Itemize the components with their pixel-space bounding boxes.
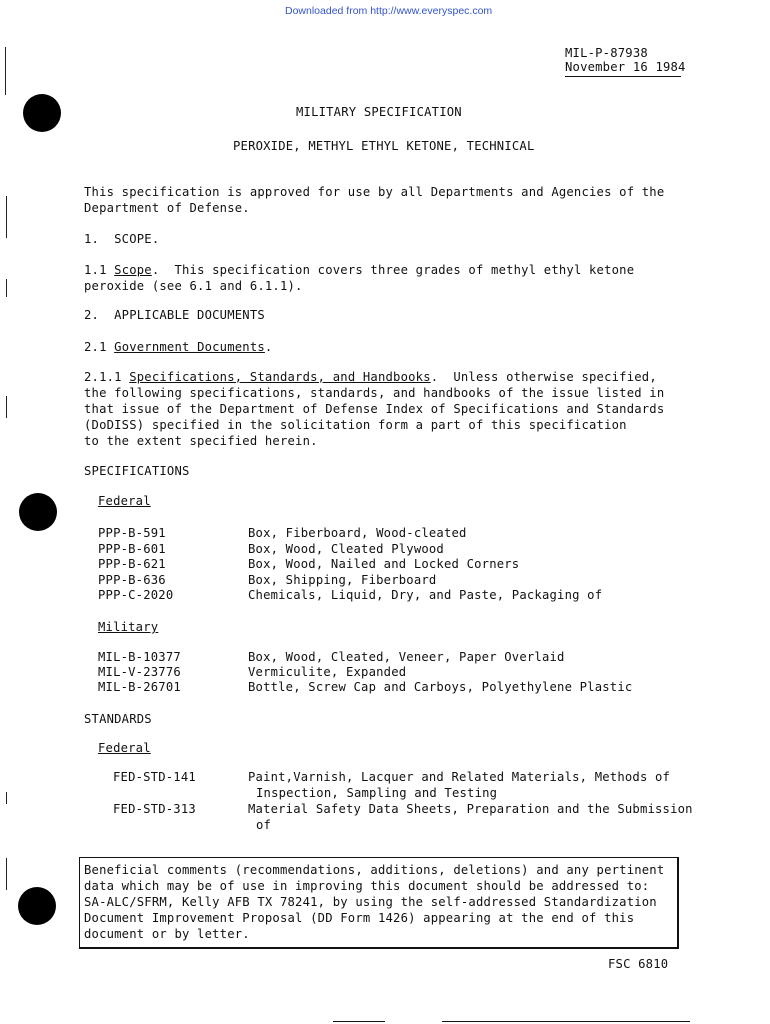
spec-desc: Box, Shipping, Fiberboard xyxy=(248,573,437,587)
standard-code: FED-STD-141 xyxy=(113,770,196,784)
spec-code: MIL-V-23776 xyxy=(98,665,181,679)
spec-desc: Vermiculite, Expanded xyxy=(248,665,407,679)
specifications-heading: SPECIFICATIONS xyxy=(84,464,190,478)
spec-paragraph-line: that issue of the Department of Defense Index of Specifications and Standards xyxy=(84,402,665,416)
doc-date: November 16 1984 xyxy=(565,60,686,74)
standards-heading: STANDARDS xyxy=(84,712,152,726)
margin-mark xyxy=(6,396,7,418)
gov-documents-heading xyxy=(84,340,272,354)
intro-line: Department of Defense. xyxy=(84,201,250,215)
comment-line: Document Improvement Proposal (DD Form 1426) appearing at the end of this xyxy=(84,911,635,925)
spec-line1-rest: . Unless otherwise specified, xyxy=(430,370,657,384)
spec-desc: Box, Wood, Nailed and Locked Corners xyxy=(248,557,520,571)
scope-number: 1.1 xyxy=(84,263,115,277)
standards-federal-label: Federal xyxy=(98,741,151,755)
spec-paragraph-line: the following specifications, standards, and handbooks of the issue listed in xyxy=(84,386,665,400)
fsc-code: FSC 6810 xyxy=(608,957,669,971)
section-scope-heading: 1. SCOPE. xyxy=(84,232,160,246)
doc-id: MIL-P-87938 xyxy=(565,46,648,60)
spec-paragraph xyxy=(84,370,657,384)
scope-label: Scope xyxy=(114,263,152,277)
military-label: Military xyxy=(98,620,159,634)
spec-code: PPP-C-2020 xyxy=(98,588,174,602)
spec-desc: Box, Wood, Cleated Plywood xyxy=(248,542,444,556)
spec-code: MIL-B-26701 xyxy=(98,680,181,694)
standard-desc: Material Safety Data Sheets, Preparation and the Submission xyxy=(248,802,693,816)
margin-mark xyxy=(6,858,7,890)
spec-label: Specifications, Standards, and Handbooks xyxy=(129,370,431,384)
binder-hole xyxy=(19,493,57,531)
margin-mark xyxy=(6,792,7,804)
spec-desc: Box, Fiberboard, Wood-cleated xyxy=(248,526,467,540)
comment-line: document or by letter. xyxy=(84,927,250,941)
spec-code: PPP-B-591 xyxy=(98,526,166,540)
bottom-rule xyxy=(333,1021,385,1022)
bottom-rule xyxy=(442,1021,690,1022)
margin-mark xyxy=(6,196,7,238)
binder-hole xyxy=(23,94,61,132)
comment-line: data which may be of use in improving this document should be addressed to: xyxy=(84,879,650,893)
spec-code: PPP-B-621 xyxy=(98,557,166,571)
spec-desc: Bottle, Screw Cap and Carboys, Polyethylene Plastic xyxy=(248,680,633,694)
standard-desc-continued: of xyxy=(256,818,272,832)
standard-code: FED-STD-313 xyxy=(113,802,196,816)
spec-desc: Chemicals, Liquid, Dry, and Paste, Packaging of xyxy=(248,588,603,602)
spec-code: PPP-B-636 xyxy=(98,573,166,587)
spec-paragraph-line: (DoDISS) specified in the solicitation form a part of this specification xyxy=(84,418,627,432)
comment-line: Beneficial comments (recommendations, additions, deletions) and any pertinent xyxy=(84,863,665,877)
spec-paragraph-line: to the extent specified herein. xyxy=(84,434,318,448)
standard-desc: Paint,Varnish, Lacquer and Related Materials, Methods of xyxy=(248,770,671,784)
spec-desc: Box, Wood, Cleated, Veneer, Paper Overlaid xyxy=(248,650,565,664)
download-link[interactable]: Downloaded from http://www.everyspec.com xyxy=(285,5,493,17)
margin-mark xyxy=(5,47,6,95)
scope-paragraph-line2: peroxide (see 6.1 and 6.1.1). xyxy=(84,279,303,293)
federal-label: Federal xyxy=(98,494,151,508)
section-applicable-documents: 2. APPLICABLE DOCUMENTS xyxy=(84,308,265,322)
margin-mark xyxy=(6,279,7,297)
comment-line: SA-ALC/SFRM, Kelly AFB TX 78241, by using the self-addressed Standardization xyxy=(84,895,657,909)
scope-text: . This specification covers three grades of methyl ethyl ketone xyxy=(151,263,635,277)
spec-title: PEROXIDE, METHYL ETHYL KETONE, TECHNICAL xyxy=(233,139,535,153)
gov-number: 2.1 xyxy=(84,340,115,354)
spec-number: 2.1.1 xyxy=(84,370,130,384)
page-heading: MILITARY SPECIFICATION xyxy=(296,105,462,119)
standard-desc-continued: Inspection, Sampling and Testing xyxy=(256,786,498,800)
gov-suffix: . xyxy=(264,340,273,354)
scope-paragraph xyxy=(84,263,634,277)
binder-hole xyxy=(18,887,56,925)
spec-code: PPP-B-601 xyxy=(98,542,166,556)
date-underline xyxy=(565,76,681,77)
gov-label: Government Documents xyxy=(114,340,265,354)
spec-code: MIL-B-10377 xyxy=(98,650,181,664)
intro-line: This specification is approved for use by all Departments and Agencies of the xyxy=(84,185,665,199)
